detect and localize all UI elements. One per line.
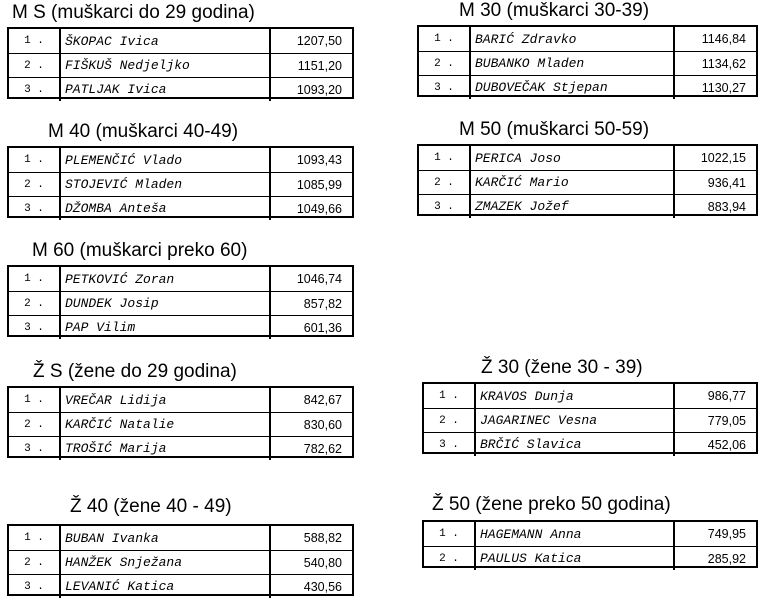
results-table [417,144,758,216]
table-row [419,146,756,170]
table-row [419,27,756,51]
score-cell: 430,56 [269,575,352,598]
score-cell: 1085,99 [269,173,352,196]
score-cell: 857,82 [269,292,352,315]
category-title: Ž 50 (žene preko 50 godina) [432,494,671,515]
results-table [7,27,354,99]
rank-cell: 2 . [419,52,471,75]
competitor-name: ŠKOPAC Ivica [65,33,159,49]
competitor-name: BRČIĆ Slavica [480,437,582,452]
competitor-name: DUNDEK Josip [65,296,159,311]
results-table [422,520,758,568]
table-row [424,522,756,546]
rank-cell: 1 . [424,522,476,546]
competitor-name: DUBOVEČAK Stjepan [475,80,608,95]
score-cell: 1049,66 [269,197,352,220]
category-title: Ž S (žene do 29 godina) [33,361,237,382]
competitor-name: DŽOMBA Anteša [65,201,167,216]
rank-cell: 1 . [9,388,61,412]
score-cell: 749,95 [673,522,756,546]
table-row [9,550,352,574]
competitor-name: BARIĆ Zdravko [475,31,577,47]
table-row [419,75,756,99]
table-row [424,432,756,456]
table-row [9,412,352,436]
score-cell: 936,41 [673,171,756,194]
results-table [422,382,758,454]
rank-cell: 3 . [9,316,61,339]
competitor-name: BUBAN Ivanka [65,530,159,546]
rank-cell: 1 . [9,148,61,172]
competitor-name: PETKOVIĆ Zoran [65,271,175,287]
table-row [9,196,352,220]
competitor-name: KARČIĆ Natalie [65,417,175,432]
score-cell: 883,94 [673,195,756,218]
rank-cell: 1 . [9,29,61,53]
score-cell: 1046,74 [269,267,352,291]
rank-cell: 2 . [9,551,61,574]
rank-cell: 2 . [9,54,61,77]
rank-cell: 1 . [419,27,471,51]
competitor-name: PLEMENČIĆ Vlado [65,152,183,168]
competitor-name: BUBANKO Mladen [475,56,585,71]
table-row [424,546,756,570]
results-table [7,386,354,458]
score-cell: 601,36 [269,316,352,339]
score-cell: 782,62 [269,437,352,460]
category-title: M 40 (muškarci 40-49) [48,121,239,142]
rank-cell: 3 . [419,195,471,218]
competitor-name: PATLJAK Ivica [65,82,167,97]
competitor-name: HAGEMANN Anna [480,526,582,542]
table-row [9,574,352,598]
competitor-name: KARČIĆ Mario [475,175,569,190]
rank-cell: 2 . [424,547,476,570]
competitor-name: JAGARINEC Vesna [480,413,598,428]
score-cell: 830,60 [269,413,352,436]
score-cell: 452,06 [673,433,756,456]
score-cell: 588,82 [269,526,352,550]
rank-cell: 1 . [9,526,61,550]
competitor-name: LEVANIĆ Katica [65,579,175,594]
rank-cell: 3 . [9,575,61,598]
score-cell: 1022,15 [673,146,756,170]
competitor-name: VREČAR Lidija [65,392,167,408]
rank-cell: 1 . [424,384,476,408]
competitor-name: HANŽEK Snježana [65,555,183,570]
rank-cell: 3 . [9,197,61,220]
results-table [7,146,354,218]
table-row [9,148,352,172]
competitor-name: KRAVOS Dunja [480,388,574,404]
competitor-name: FIŠKUŠ Nedjeljko [65,58,190,73]
table-row [9,172,352,196]
results-table [7,265,354,337]
rank-cell: 1 . [419,146,471,170]
table-row [9,436,352,460]
table-row [9,291,352,315]
rank-cell: 1 . [9,267,61,291]
rank-cell: 3 . [424,433,476,456]
score-cell: 540,80 [269,551,352,574]
competitor-name: PERICA Joso [475,150,561,166]
category-title: M S (muškarci do 29 godina) [12,2,255,23]
competitor-name: STOJEVIĆ Mladen [65,177,183,192]
rank-cell: 2 . [9,292,61,315]
table-row [9,267,352,291]
rank-cell: 2 . [424,409,476,432]
competitor-name: TROŠIĆ Marija [65,441,167,456]
table-row [419,170,756,194]
rank-cell: 3 . [9,78,61,101]
table-row [9,526,352,550]
rank-cell: 3 . [9,437,61,460]
score-cell: 1134,62 [673,52,756,75]
table-row [419,51,756,75]
score-cell: 1207,50 [269,29,352,53]
category-title: M 50 (muškarci 50-59) [459,119,650,140]
score-cell: 1151,20 [269,54,352,77]
competitor-name: PAULUS Katica [480,551,582,566]
score-cell: 285,92 [673,547,756,570]
table-row [9,53,352,77]
category-title: M 30 (muškarci 30-39) [459,0,650,21]
table-row [424,408,756,432]
score-cell: 986,77 [673,384,756,408]
score-cell: 779,05 [673,409,756,432]
table-row [424,384,756,408]
rank-cell: 2 . [9,173,61,196]
competitor-name: PAP Vilim [65,320,136,335]
score-cell: 1093,43 [269,148,352,172]
rank-cell: 2 . [9,413,61,436]
score-cell: 1093,20 [269,78,352,101]
table-row [9,388,352,412]
results-table [7,524,354,596]
table-row [9,315,352,339]
table-row [9,77,352,101]
rank-cell: 3 . [419,76,471,99]
score-cell: 842,67 [269,388,352,412]
results-table [417,25,758,97]
rank-cell: 2 . [419,171,471,194]
table-row [419,194,756,218]
category-title: Ž 40 (žene 40 - 49) [70,496,232,517]
score-cell: 1146,84 [673,27,756,51]
category-title: M 60 (muškarci preko 60) [32,240,248,261]
table-row [9,29,352,53]
score-cell: 1130,27 [673,76,756,99]
competitor-name: ZMAZEK Jožef [475,199,569,214]
category-title: Ž 30 (žene 30 - 39) [481,357,643,378]
